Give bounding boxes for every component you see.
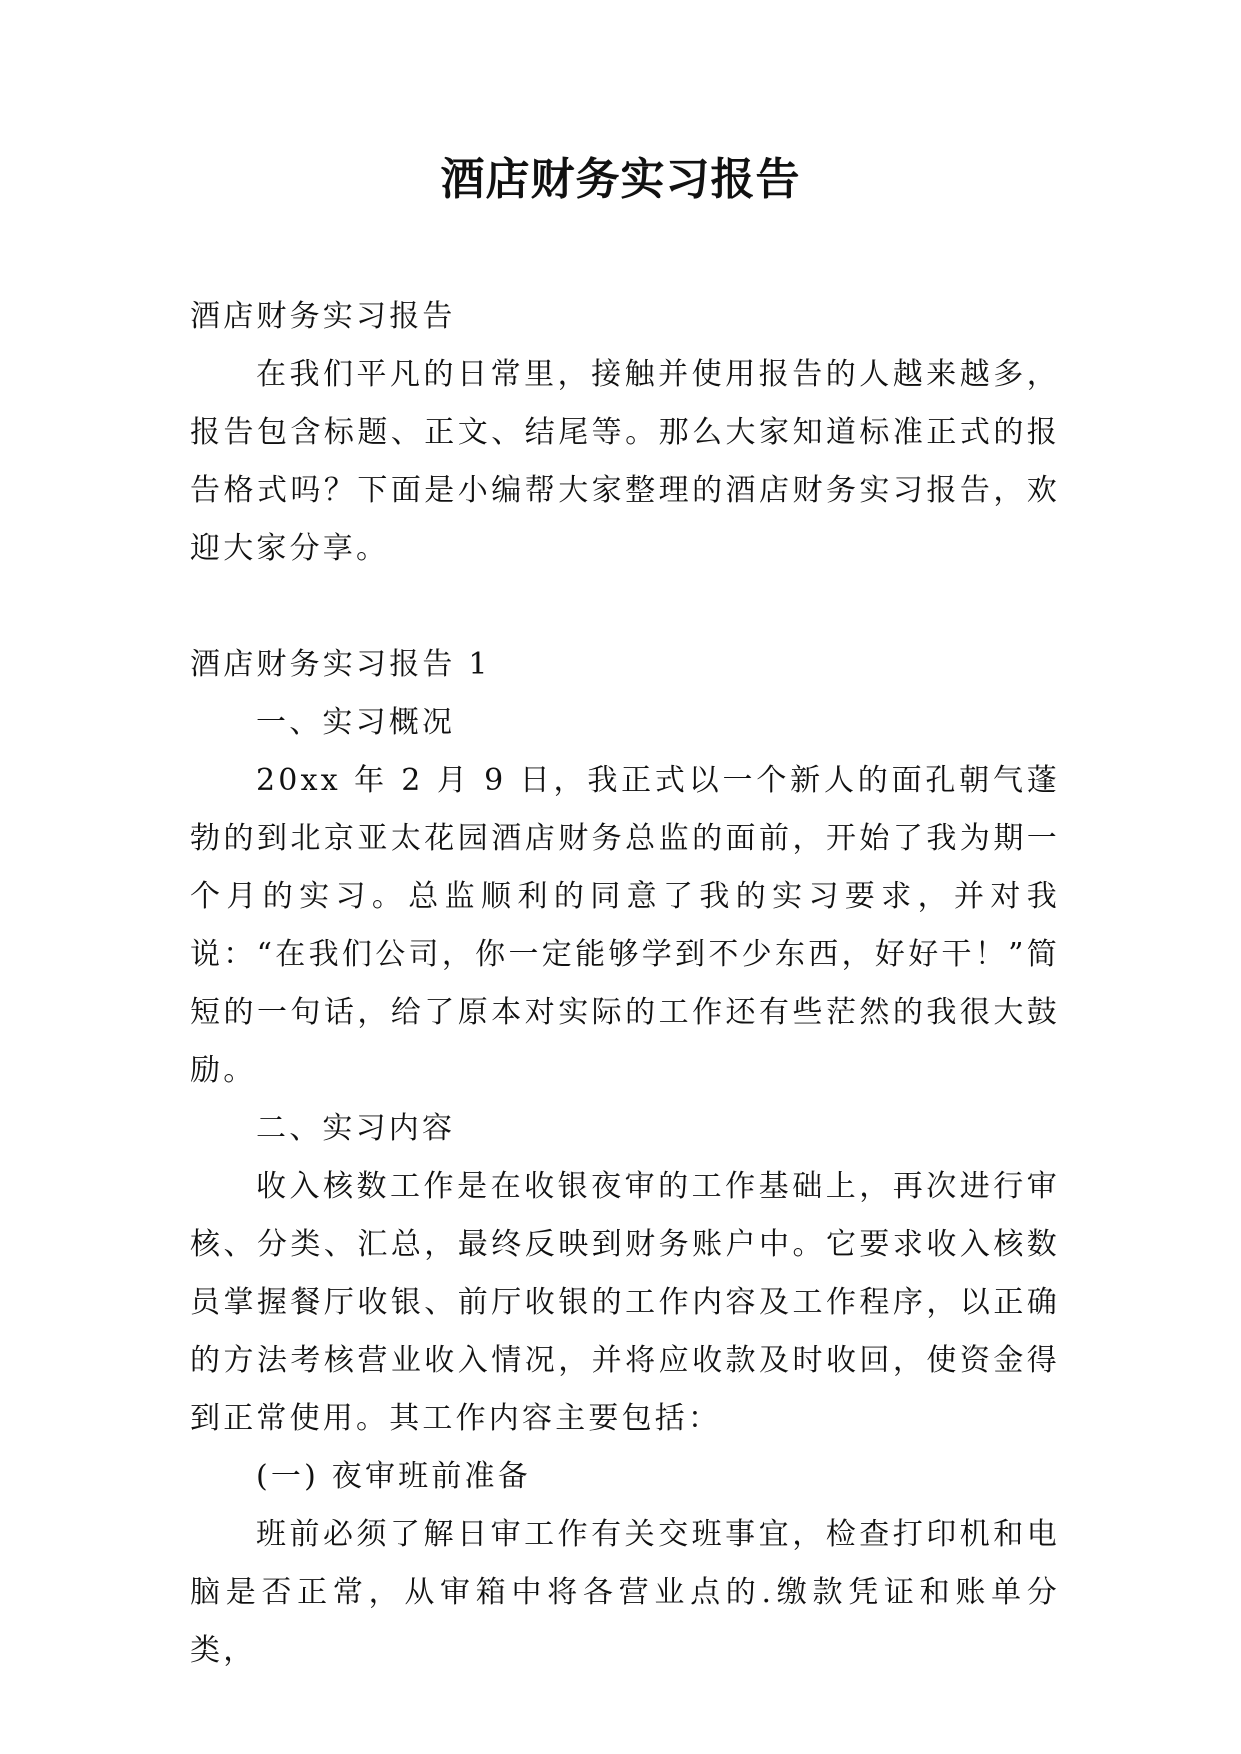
intro-paragraph: 在我们平凡的日常里，接触并使用报告的人越来越多，报告包含标题、正文、结尾等。那么大家知道标准正式的报告格式吗？下面是小编帮大家整理的酒店财务实习报告，欢迎大家分享。 (190, 357, 1060, 566)
content-paragraph: 收入核数工作是在收银夜审的工作基础上，再次进行审核、分类、汇总，最终反映到财务账户中。它要求收入核数员掌握餐厅收银、前厅收银的工作内容及工作程序，以正确的方法考核营业收入情况，并将应收款及时收回，使资金得到正常使用。其工作内容主要包括： (190, 1169, 1060, 1436)
heading-night-audit: (一) 夜审班前准备 (256, 1459, 531, 1494)
document-subtitle: 酒店财务实习报告 (190, 299, 456, 334)
document-body (190, 288, 1060, 1680)
heading-overview: 一、实习概况 (256, 705, 456, 740)
document-title: 酒店财务实习报告 (440, 154, 801, 205)
heading-content: 二、实习内容 (256, 1111, 456, 1146)
section-title: 酒店财务实习报告 1 (190, 647, 491, 682)
night-audit-paragraph: 班前必须了解日审工作有关交班事宜，检查打印机和电脑是否正常，从审箱中将各营业点的.缴款凭证和账单分类， (190, 1517, 1060, 1668)
overview-paragraph: 20xx 年 2 月 9 日，我正式以一个新人的面孔朝气蓬勃的到北京亚太花园酒店财务总监的面前，开始了我为期一个月的实习。总监顺利的同意了我的实习要求，并对我说：“在我们公司，你一定能够学到不少东西，好好干！”简短的一句话，给了原本对实际的工作还有些茫然的我很大鼓励。 (190, 763, 1060, 1088)
